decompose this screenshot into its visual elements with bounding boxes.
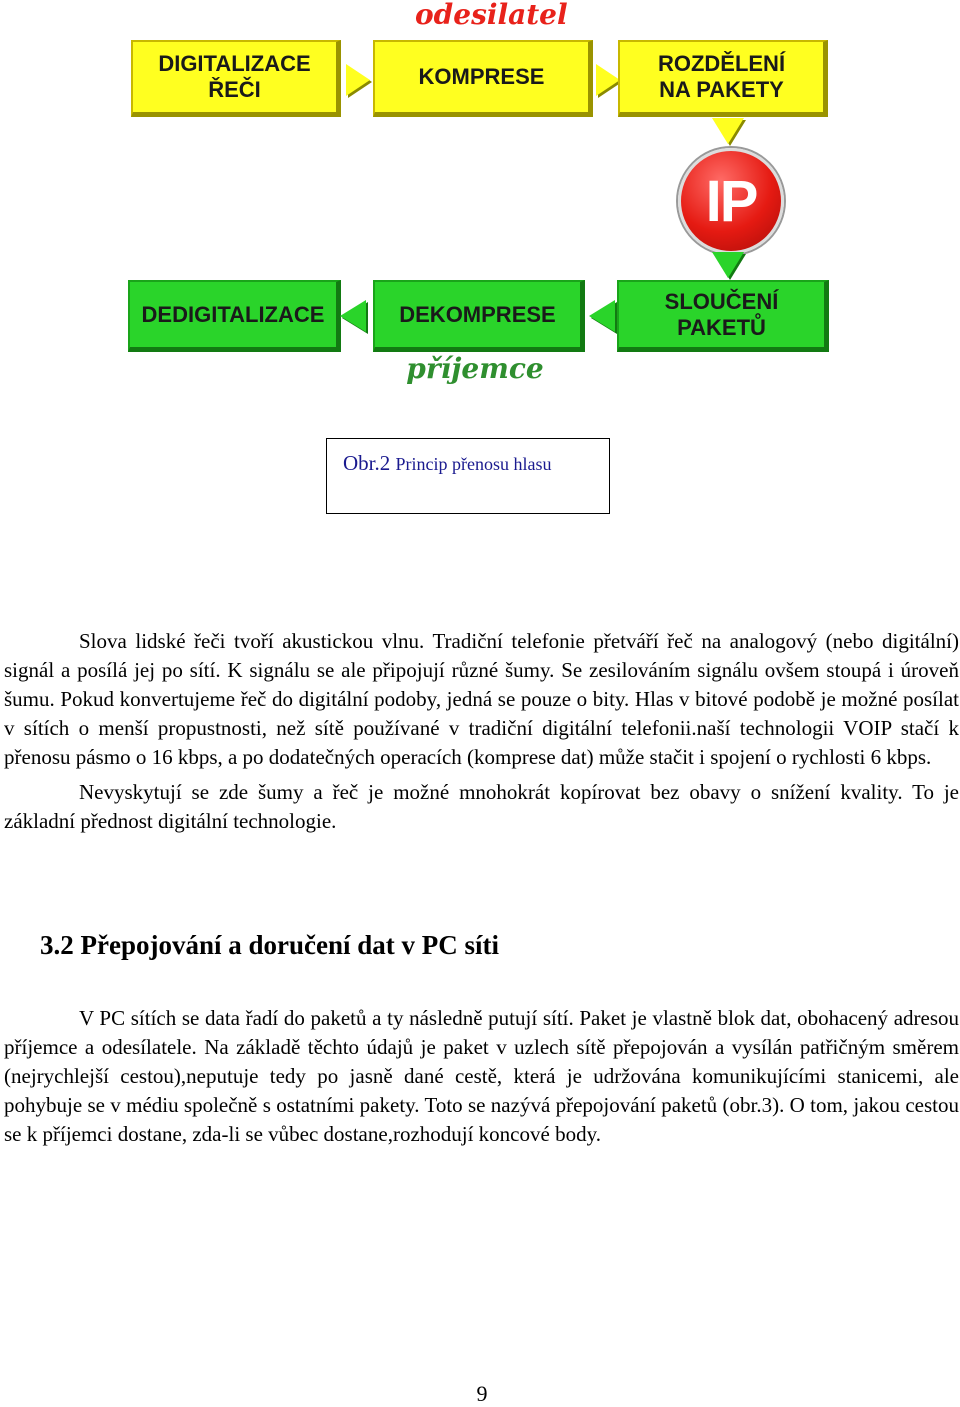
ip-label: IP: [705, 168, 757, 234]
page-number: 9: [476, 1381, 488, 1406]
box-slouceni: SLOUČENÍ PAKETŮ: [617, 280, 829, 352]
figure-caption: [326, 438, 610, 514]
box-dedigitalizace: DEDIGITALIZACE: [128, 280, 341, 352]
arrow-left-icon: [589, 300, 615, 332]
box-komprese: KOMPRESE: [373, 40, 593, 117]
arrow-down-icon: [712, 252, 744, 278]
arrow-down-icon: [712, 118, 744, 144]
body-text: [4, 627, 959, 836]
paragraph: Slova lidské řeči tvoří akustickou vlnu. Tradiční telefonie přetváří řeč na analogový (nebo digitální) signál a posílá jej po sítí. K signálu se ale připojují různé šumy. Se zesilováním signálu ovšem stoupá i úroveň šumu. Pokud konvertujeme řeč do digitální podoby, jedná se pouze o bity. Hlas v bitové podobě je možné posílat v sítích o menší propustnosti, než sítě používané v tradiční digitální telefonii.naší technologii VOIP stačí k přenosu pásmo o 16 kbps, a po dodatečných operacích (komprese dat) může stačit i spojení o rychlosti 6 kbps.: [4, 629, 959, 769]
caption-prefix: Obr.2: [343, 451, 391, 475]
ip-circle: [678, 148, 784, 254]
arrow-right-icon: [596, 64, 620, 96]
box-dekomprese: DEKOMPRESE: [373, 280, 585, 352]
arrow-left-icon: [340, 300, 366, 332]
sender-label: odesilatel: [415, 0, 568, 31]
paragraph: Nevyskytují se zde šumy a řeč je možné mnohokrát kopírovat bez obavy o snížení kvality. To je základní přednost digitální technologie.: [4, 780, 959, 833]
section-heading: 3.2 Přepojování a doručení dat v PC síti: [40, 930, 499, 960]
receiver-label: příjemce: [406, 352, 544, 385]
paragraph: V PC sítích se data řadí do paketů a ty následně putují sítí. Paket je vlastně blok dat, obohacený adresou příjemce a odesílatele. Na základě těchto údajů je paket v uzlech sítě přepojován a vysílán patřičným směrem (nejrychlejší cestou),neputuje tedy po jasně dané cestě, která je udržována komunikujícími stanicemi, ale pohybuje se v médiu společně s ostatními pakety. Toto se nazývá přepojování paketů (obr.3). O tom, jakou cestou se k příjemci dostane, zda-li se vůbec dostane,rozhodují koncové body.: [4, 1006, 959, 1146]
caption-text: Princip přenosu hlasu: [395, 454, 552, 474]
section-text: [4, 1004, 959, 1149]
box-digitalizace: DIGITALIZACE ŘEČI: [131, 40, 341, 117]
box-rozdeleni: ROZDĚLENÍ NA PAKETY: [618, 40, 828, 117]
arrow-right-icon: [346, 64, 370, 96]
